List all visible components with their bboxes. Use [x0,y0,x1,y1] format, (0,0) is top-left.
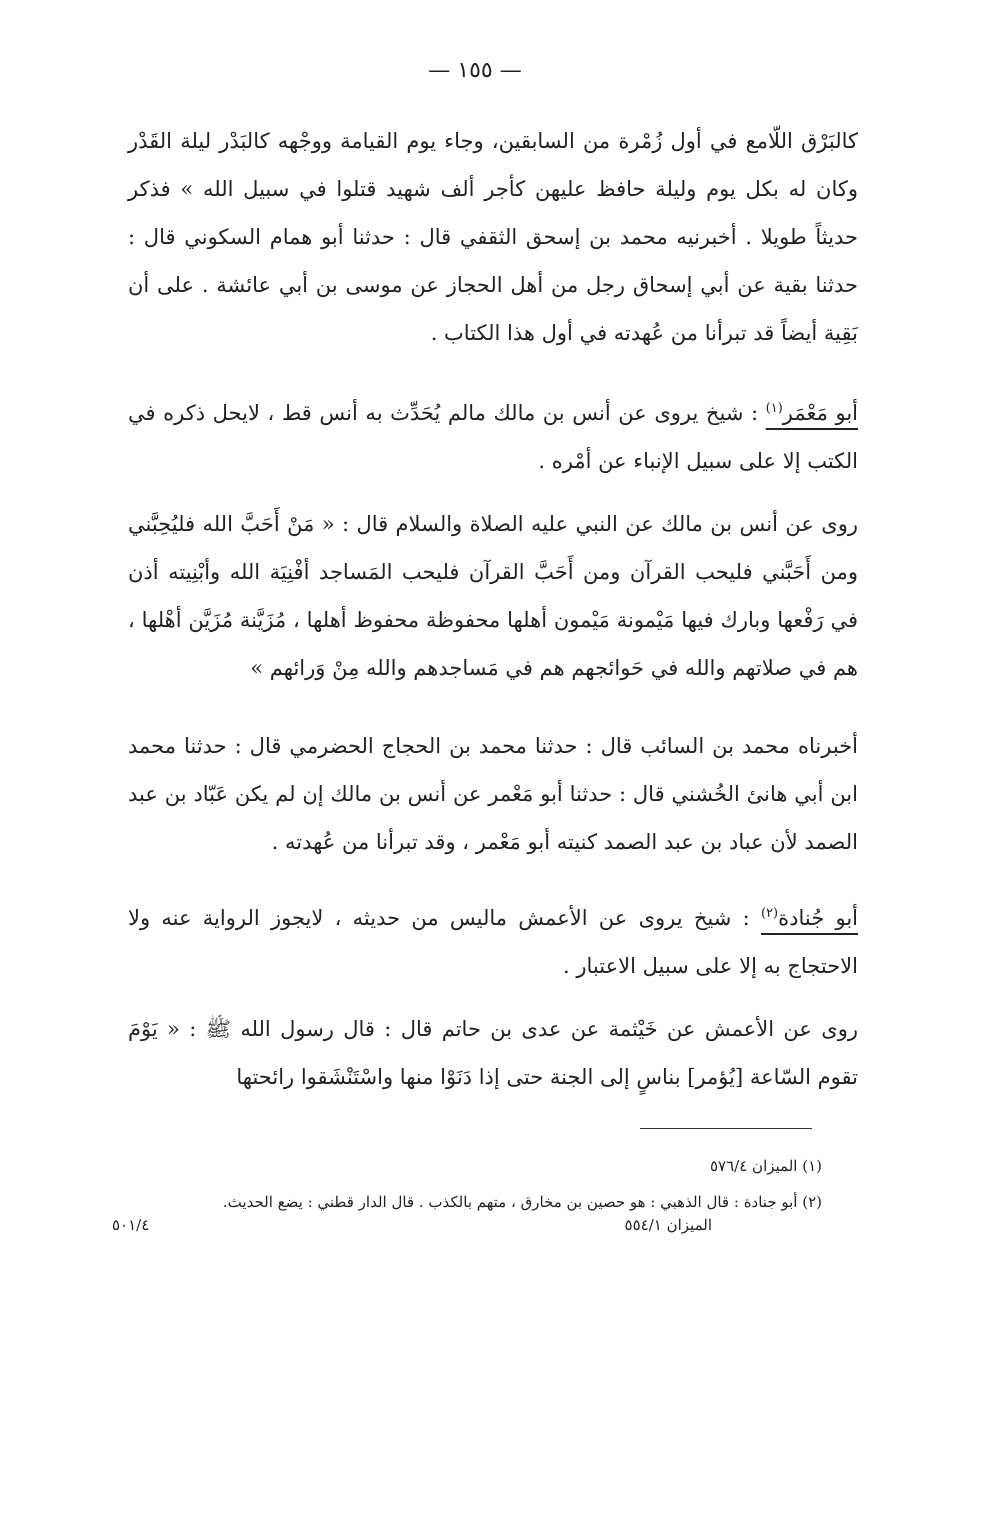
entry-lemma: أبو مَعْمَر$^{(١)}$ [765,401,859,425]
footnote-divider [640,1128,812,1129]
hadith-paragraph: روى عن الأعمش عن خَيْثمة عن عدى بن حاتم قال : قال رسول الله ﷺ : « يَوْمَ تقوم السّاعة [يُؤمر] بناسٍ إلى الجنة حتى إذا دَنَوْا منها واسْتَنْشَقوا رائحتها [128,1017,858,1089]
paragraph-continuation: كالبَرْق اللّامع في أول زُمْرة من السابقين، وجاء يوم القيامة ووجْهه كالبَدْر ليلة القَدْر وكان له بكل يوم وليلة حافظ عليهن كأجر ألف شهيد قتلوا في سبيل الله » فذكر حديثاً طويلا . أخبرنيه محمد بن إسحق الثقفي قال : حدثنا أبو همام السكوني قال : حدثنا بقية عن أبي إسحاق رجل من أهل الحجاز عن موسى بن أبي عائشة . على أن بَقِية أيضاً قد تبرأنا من عُهدته في أول هذا الكتاب . [128,129,858,345]
isnad-paragraph: أخبرناه محمد بن السائب قال : حدثنا محمد بن الحجاج الحضرمي قال : حدثنا محمد ابن أبي هانئ الخُشني قال : حدثنا أبو مَعْمر عن أنس بن مالك إن لم يكن عَبّاد بن عبد الصمد لأن عباد بن عبد الصمد كنيته أبو مَعْمر ، وقد تبرأنا من عُهدته . [128,734,858,854]
footnote-reference: ٥٠١/٤ [112,1216,150,1234]
entry-text: : شيخ يروى عن أنس بن مالك مالم يُحَدِّث به أنس قط ، لايحل ذكره في الكتب إلا على سبيل الإنباء عن أمْره . [128,401,858,473]
footnote-marker: (٢) [760,906,779,921]
footnote-reference: الميزان ٥٥٤/١ [624,1216,712,1234]
footnote-marker: (١) [765,401,783,416]
entry-abu-mamar [128,385,858,485]
entry-abu-junada [128,890,858,990]
entry-text: : شيخ يروى عن الأعمش ماليس من حديثه ، لايجوز الرواية عنه ولا الاحتجاج به إلا على سبيل الاعتبار . [128,906,858,978]
entry-lemma: أبو جُنادة$^{(٢)}$ [760,906,858,930]
hadith-paragraph: روى عن أنس بن مالك عن النبي عليه الصلاة والسلام قال : « مَنْ أَحَبَّ الله فليُحِبَّني ومن أَحَبَّني فليحب القرآن ومن أَحَبَّ القرآن فليحب المَساجد أفْنِيَة الله وأبْنِيته أذن في رَفْعها وبارك فيها مَيْمونة مَيْمون أهلها محفوظة محفوظ أهلها ، مُزَيَّنة مُزَيَّن أهْلها ، هم في صلاتهم والله في حَوائجهم هم في مَساجدهم والله مِنْ وَرائهم » [128,512,858,680]
footnote-1: (١) الميزان ٥٧٦/٤ [710,1157,822,1175]
footnote-2-references [112,1216,712,1242]
page-number: — ١٥٥ — [428,58,522,83]
footnote-2: (٢) أبو جنادة : قال الذهبي : هو حصين بن مخارق ، متهم بالكذب . قال الدار قطني : يضع الحديث. [222,1193,822,1211]
